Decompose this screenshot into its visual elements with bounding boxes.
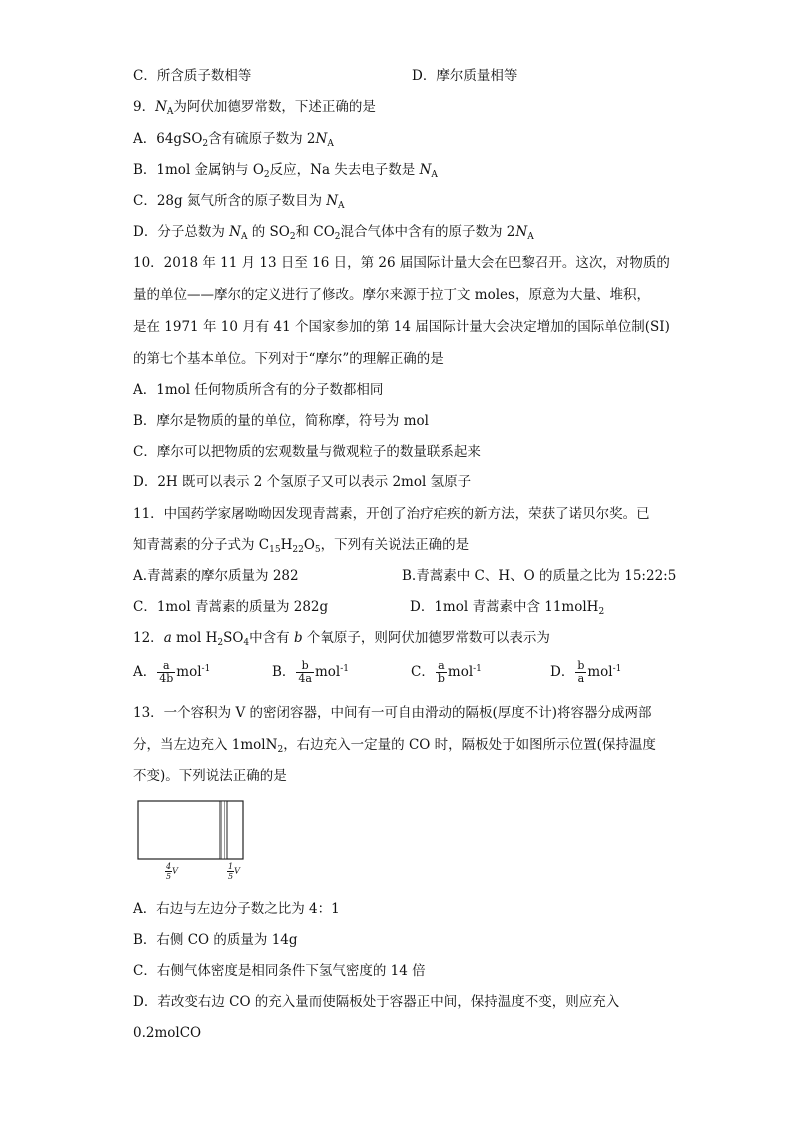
partition-plate — [220, 801, 227, 859]
q9-option-b: B．1mol 金属钠与 $O_2$反应，Na 失去电子数是 $N_A$ — [133, 162, 438, 180]
left-volume-label: $\frac{4}{5}$ V — [166, 862, 178, 881]
q9-option-d: D．分子总数为 $N_A$ 的 $SO_2$和 $CO_2$混合气体中含有的原子数为 $2N_A$ — [133, 224, 534, 242]
q12-option-b: B． $\frac{b}{4a}$ mol$^{-1}$ — [272, 659, 350, 685]
q9-option-a: A．64gSO$_2$含有硫原子数为 $2N_A$ — [133, 131, 334, 149]
q10-stem-line2: 量的单位——摩尔的定义进行了修改。摩尔来源于拉丁文 moles，原意为大量、堆积， — [133, 287, 650, 303]
q11-stem-line2: 知青蒿素的分子式为 $C_{15}H_{22}O_5$，下列有关说法正确的是 — [133, 537, 470, 555]
q10-stem-line4: 的第七个基本单位。下列对于“摩尔”的理解正确的是 — [133, 351, 444, 367]
q13-stem-line1: 13．一个容积为 V 的密闭容器，中间有一可自由滑动的隔板(厚度不计)将容器分成两部 — [133, 705, 652, 721]
q10-stem-line1: 10．2018 年 11 月 13 日至 16 日，第 26 届国际计量大会在巴黎召开。这次，对物质的 — [133, 255, 670, 271]
container-svg — [137, 800, 257, 862]
fraction: $\frac{a}{4b}$ — [159, 659, 174, 685]
q11-option-c: C．1mol 青蒿素的质量为 282g — [133, 599, 329, 615]
q10-option-d: D．2H 既可以表示 2 个氢原子又可以表示 2mol 氢原子 — [133, 474, 472, 490]
q13-option-a: A．右边与左边分子数之比为 4：1 — [133, 901, 340, 917]
q9-option-c: C．28g 氮气所含的原子数目为 $N_A$ — [133, 193, 345, 211]
q8-option-d: D．摩尔质量相等 — [412, 68, 518, 84]
fraction: $\frac{b}{4a}$ — [298, 659, 312, 685]
q10-stem-line3: 是在 1971 年 10 月有 41 个国家参加的第 14 届国际计量大会决定增加的国际单位制(SI) — [133, 319, 670, 335]
fraction: $\frac{b}{a}$ — [577, 659, 585, 685]
q13-option-b: B．右侧 CO 的质量为 14g — [133, 932, 298, 948]
q12-stem: 12．a mol $H_2SO_4$中含有 b 个氧原子，则阿伏加德罗常数可以表示为 — [133, 630, 550, 648]
q10-option-b: B．摩尔是物质的量的单位，简称摩，符号为 mol — [133, 413, 429, 429]
q12-option-a: A． $\frac{a}{4b}$ mol$^{-1}$ — [133, 659, 211, 685]
fraction: $\frac{a}{b}$ — [437, 659, 445, 685]
right-volume-label: $\frac{1}{5}$ V — [228, 862, 240, 881]
q10-option-c: C．摩尔可以把物质的宏观数量与微观粒子的数量联系起来 — [133, 444, 481, 460]
q12-option-c: C． $\frac{a}{b}$ mol$^{-1}$ — [411, 659, 482, 685]
container-diagram — [137, 800, 257, 890]
q11-option-d: D．1mol 青蒿素中含 11molH$_2$ — [410, 599, 605, 617]
q12-option-d: D． $\frac{b}{a}$ mol$^{-1}$ — [550, 659, 622, 685]
q8-option-c: C．所含质子数相等 — [133, 68, 252, 84]
q11-stem-line1: 11．中国药学家屠呦呦因发现青蒿素，开创了治疗疟疾的新方法，荣获了诺贝尔奖。已 — [133, 506, 650, 522]
q10-option-a: A．1mol 任何物质所含有的分子数都相同 — [133, 382, 384, 398]
q13-option-d-line2: 0.2molCO — [133, 1025, 202, 1041]
q11-option-b: B.青蒿素中 C、H、O 的质量之比为 15:22:5 — [402, 568, 677, 584]
q13-option-d-line1: D．若改变右边 CO 的充入量而使隔板处于容器正中间，保持温度不变，则应充入 — [133, 994, 620, 1010]
q13-stem-line3: 不变)。下列说法正确的是 — [133, 768, 287, 784]
q13-stem-line2: 分，当左边充入 1molN$_2$，右边充入一定量的 CO 时，隔板处于如图所示位置(保持温度 — [133, 737, 656, 755]
q11-option-a: A.青蒿素的摩尔质量为 282 — [133, 568, 299, 584]
q9-stem: 9．$N_A$为阿伏加德罗常数，下述正确的是 — [133, 99, 376, 117]
q13-option-c: C．右侧气体密度是相同条件下氢气密度的 14 倍 — [133, 963, 426, 979]
